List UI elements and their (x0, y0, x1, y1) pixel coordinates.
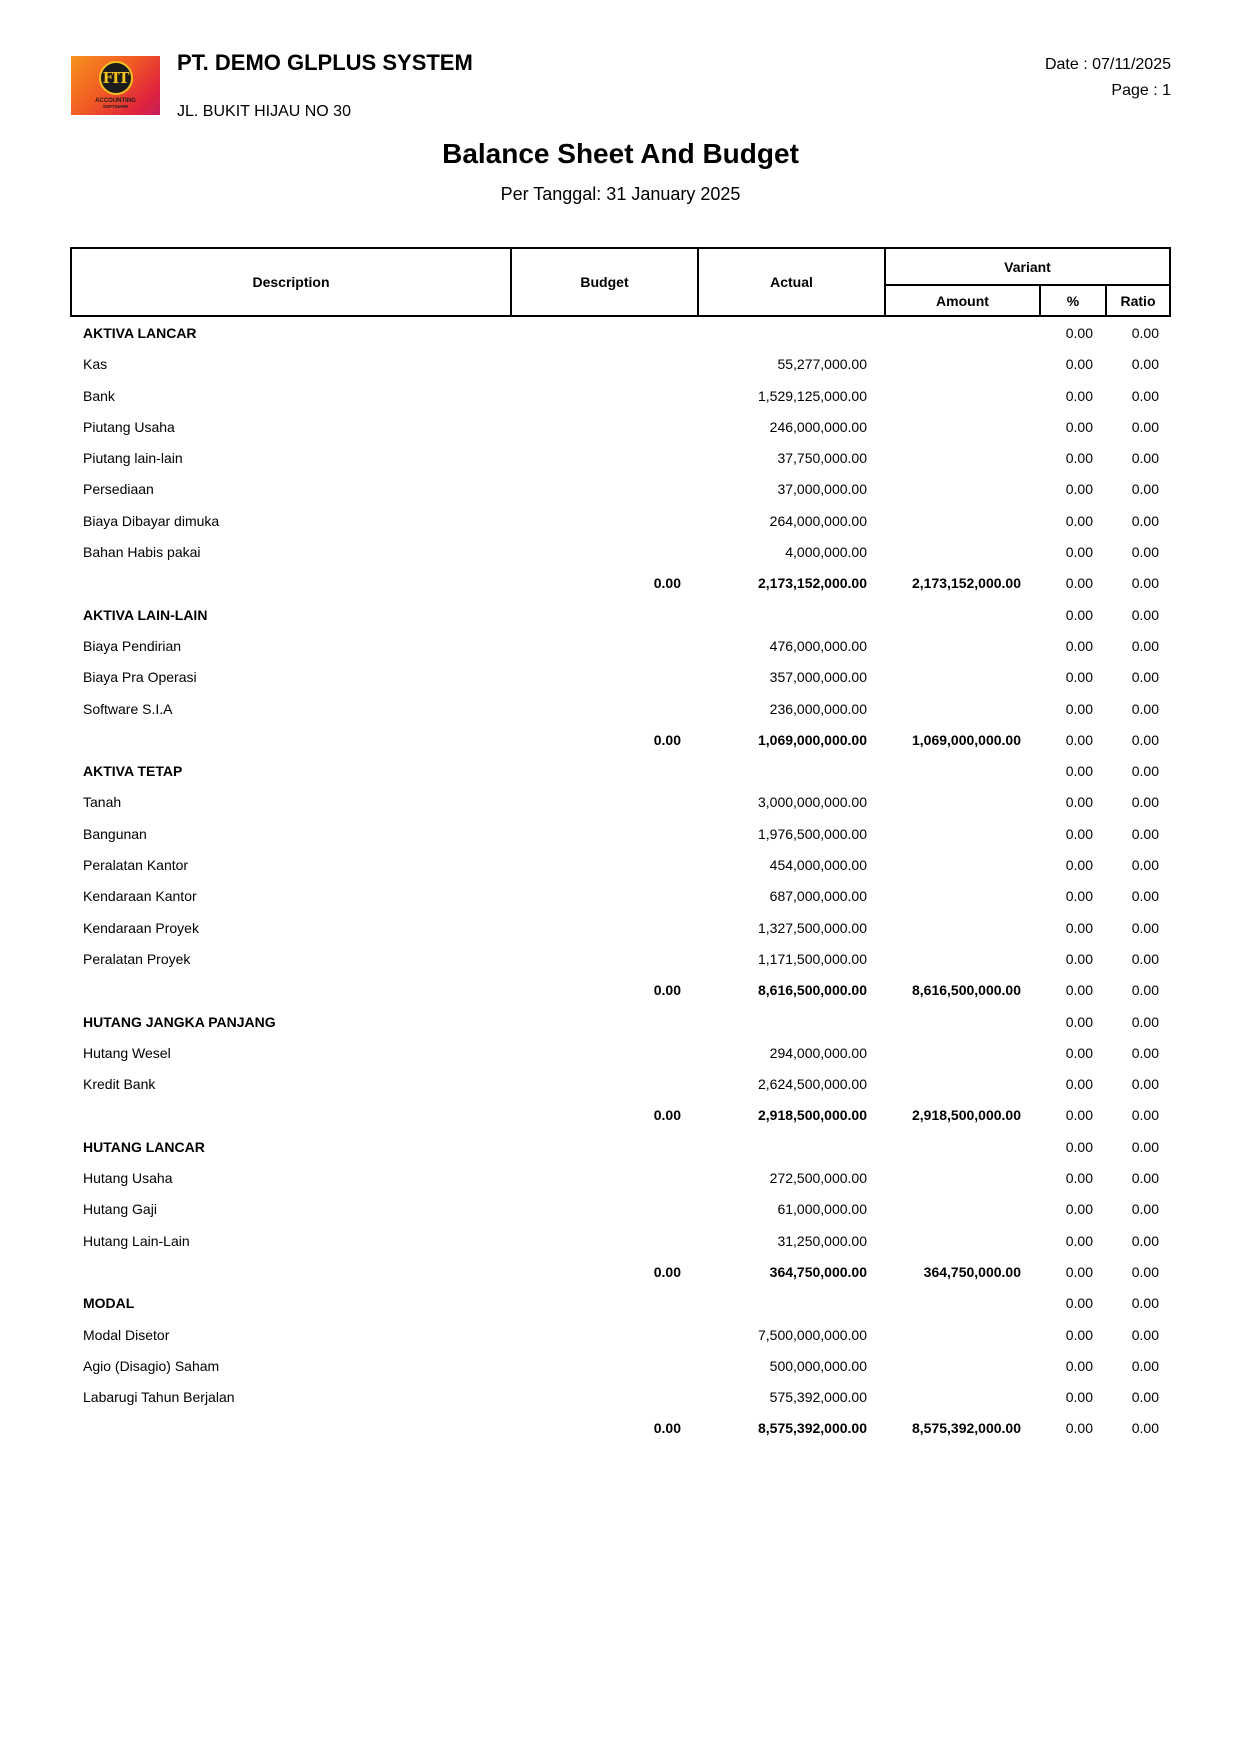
cell-variant-percent: 0.00 (1065, 356, 1093, 373)
cell-variant-percent: 0.00 (1065, 1295, 1093, 1312)
report-title: Balance Sheet And Budget (442, 138, 799, 169)
section-header-row (70, 1006, 1171, 1037)
cell-variant-ratio: 0.00 (1131, 950, 1159, 967)
cell-variant-ratio: 0.00 (1131, 982, 1159, 999)
cell-variant-ratio: 0.00 (1131, 919, 1159, 936)
cell-variant-ratio: 0.00 (1131, 1201, 1159, 1218)
section-total-row (70, 974, 1171, 1005)
cell-actual: 1,976,500,000.00 (758, 825, 867, 842)
cell-variant-percent: 0.00 (1065, 1044, 1093, 1061)
cell-variant-percent: 0.00 (1065, 857, 1093, 874)
cell-variant-percent: 0.00 (1065, 544, 1093, 561)
cell-variant-percent: 0.00 (1065, 950, 1093, 967)
cell-variant-percent: 0.00 (1065, 1326, 1093, 1343)
section-header-row (70, 1287, 1171, 1318)
cell-actual: 1,529,125,000.00 (758, 387, 867, 404)
cell-variant-percent: 0.00 (1065, 825, 1093, 842)
cell-description: Biaya Pendirian (83, 637, 182, 654)
cell-actual: 246,000,000.00 (769, 418, 867, 435)
cell-variant-percent: 0.00 (1065, 1138, 1093, 1155)
cell-variant-ratio: 0.00 (1131, 450, 1159, 467)
cell-variant-ratio: 0.00 (1131, 575, 1159, 592)
cell-actual: 4,000,000.00 (785, 544, 867, 561)
company-name: PT. DEMO GLPLUS SYSTEM (177, 50, 473, 75)
cell-actual: 357,000,000.00 (769, 669, 867, 686)
table-row (70, 348, 1171, 379)
column-header-amount: Amount (936, 292, 989, 309)
cell-variant-ratio: 0.00 (1131, 857, 1159, 874)
report-date: Date : 07/11/2025 (1044, 56, 1171, 73)
table-row (70, 380, 1171, 411)
cell-variant-percent: 0.00 (1065, 982, 1093, 999)
cell-description: Tanah (83, 794, 122, 811)
column-header-percent: % (1066, 292, 1080, 309)
cell-variant-percent: 0.00 (1065, 575, 1093, 592)
cell-variant-amount: 2,173,152,000.00 (912, 575, 1021, 592)
cell-actual: 236,000,000.00 (769, 700, 867, 717)
cell-variant-percent: 0.00 (1065, 325, 1093, 341)
section-header-row (70, 317, 1171, 348)
cell-description: Kredit Bank (83, 1076, 156, 1093)
cell-variant-ratio: 0.00 (1131, 1013, 1159, 1030)
cell-variant-percent: 0.00 (1065, 700, 1093, 717)
cell-variant-ratio: 0.00 (1131, 1357, 1159, 1374)
cell-variant-ratio: 0.00 (1131, 731, 1159, 748)
cell-description: Biaya Pra Operasi (83, 669, 197, 686)
cell-description: Bangunan (83, 825, 147, 842)
section-total-row (70, 567, 1171, 598)
table-row (70, 630, 1171, 661)
cell-description: Modal Disetor (83, 1326, 170, 1343)
cell-variant-ratio: 0.00 (1131, 356, 1159, 373)
cell-actual: 476,000,000.00 (769, 637, 867, 654)
table-row (70, 849, 1171, 880)
cell-variant-ratio: 0.00 (1131, 1420, 1159, 1437)
cell-description: HUTANG LANCAR (83, 1138, 205, 1155)
cell-variant-ratio: 0.00 (1131, 1107, 1159, 1124)
cell-actual: 1,327,500,000.00 (758, 919, 867, 936)
column-header-ratio: Ratio (1120, 292, 1156, 309)
cell-variant-amount: 8,575,392,000.00 (912, 1420, 1021, 1437)
table-row (70, 880, 1171, 911)
cell-actual: 454,000,000.00 (769, 857, 867, 874)
table-row (70, 536, 1171, 567)
cell-description: AKTIVA LAIN-LAIN (83, 606, 208, 623)
cell-variant-ratio: 0.00 (1131, 1138, 1159, 1155)
cell-variant-percent: 0.00 (1065, 888, 1093, 905)
cell-description: Labarugi Tahun Berjalan (83, 1389, 235, 1406)
cell-description: Peralatan Proyek (83, 950, 191, 967)
cell-description: Bank (83, 387, 115, 404)
cell-actual: 264,000,000.00 (769, 512, 867, 529)
cell-variant-percent: 0.00 (1065, 1389, 1093, 1406)
table-row (70, 1068, 1171, 1099)
cell-variant-percent: 0.00 (1065, 1420, 1093, 1437)
table-row (70, 1350, 1171, 1381)
cell-variant-ratio: 0.00 (1131, 825, 1159, 842)
cell-variant-ratio: 0.00 (1131, 418, 1159, 435)
table-header (70, 247, 1171, 317)
cell-variant-percent: 0.00 (1065, 512, 1093, 529)
cell-actual: 2,624,500,000.00 (758, 1076, 867, 1093)
cell-description: Bahan Habis pakai (83, 544, 201, 561)
cell-variant-ratio: 0.00 (1131, 325, 1159, 341)
cell-description: Hutang Usaha (83, 1170, 173, 1187)
cell-variant-ratio: 0.00 (1131, 1263, 1159, 1280)
cell-variant-ratio: 0.00 (1131, 1076, 1159, 1093)
logo-text-accounting: ACCOUNTING (95, 98, 136, 104)
cell-actual: 37,000,000.00 (777, 481, 867, 498)
table-body (70, 317, 1171, 1444)
cell-variant-ratio: 0.00 (1131, 1232, 1159, 1249)
cell-variant-percent: 0.00 (1065, 1013, 1093, 1030)
cell-actual: 575,392,000.00 (769, 1389, 867, 1406)
cell-actual: 7,500,000,000.00 (758, 1326, 867, 1343)
cell-description: AKTIVA TETAP (83, 763, 183, 780)
cell-variant-ratio: 0.00 (1131, 606, 1159, 623)
cell-variant-amount: 364,750,000.00 (923, 1263, 1021, 1280)
cell-variant-percent: 0.00 (1065, 731, 1093, 748)
cell-variant-ratio: 0.00 (1131, 481, 1159, 498)
cell-actual: 61,000,000.00 (777, 1201, 867, 1218)
cell-description: Piutang Usaha (83, 418, 175, 435)
cell-actual: 272,500,000.00 (769, 1170, 867, 1187)
cell-variant-percent: 0.00 (1065, 606, 1093, 623)
cell-variant-percent: 0.00 (1065, 1263, 1093, 1280)
table-row (70, 943, 1171, 974)
cell-variant-amount: 2,918,500,000.00 (912, 1107, 1021, 1124)
cell-actual: 364,750,000.00 (769, 1263, 867, 1280)
cell-variant-ratio: 0.00 (1131, 1389, 1159, 1406)
cell-variant-ratio: 0.00 (1131, 637, 1159, 654)
table-row (70, 1162, 1171, 1193)
cell-description: Piutang lain-lain (83, 450, 183, 467)
cell-description: Hutang Gaji (83, 1201, 157, 1218)
cell-description: Kas (83, 356, 108, 373)
section-total-row (70, 724, 1171, 755)
section-header-row (70, 755, 1171, 786)
cell-actual: 31,250,000.00 (777, 1232, 867, 1249)
cell-actual: 687,000,000.00 (769, 888, 867, 905)
cell-variant-percent: 0.00 (1065, 450, 1093, 467)
cell-variant-amount: 1,069,000,000.00 (912, 731, 1021, 748)
cell-variant-percent: 0.00 (1065, 794, 1093, 811)
cell-variant-percent: 0.00 (1065, 1357, 1093, 1374)
table-row (70, 661, 1171, 692)
cell-description: Persediaan (83, 481, 154, 498)
cell-budget: 0.00 (653, 731, 681, 748)
logo-mark: FIT (99, 61, 133, 95)
cell-variant-ratio: 0.00 (1131, 700, 1159, 717)
cell-budget: 0.00 (653, 1263, 681, 1280)
table-row (70, 1037, 1171, 1068)
section-total-row (70, 1099, 1171, 1130)
cell-actual: 2,918,500,000.00 (758, 1107, 867, 1124)
cell-budget: 0.00 (653, 982, 681, 999)
cell-actual: 1,069,000,000.00 (758, 731, 867, 748)
cell-variant-percent: 0.00 (1065, 637, 1093, 654)
cell-variant-ratio: 0.00 (1131, 888, 1159, 905)
cell-actual: 3,000,000,000.00 (758, 794, 867, 811)
cell-variant-percent: 0.00 (1065, 1170, 1093, 1187)
cell-budget: 0.00 (653, 1107, 681, 1124)
cell-description: Hutang Wesel (83, 1044, 171, 1061)
cell-description: Kendaraan Proyek (83, 919, 199, 936)
table-row (70, 1193, 1171, 1224)
cell-variant-percent: 0.00 (1065, 1107, 1093, 1124)
table-row (70, 473, 1171, 504)
cell-description: MODAL (83, 1295, 135, 1312)
cell-actual: 37,750,000.00 (777, 450, 867, 467)
report-subtitle: Per Tanggal: 31 January 2025 (500, 184, 741, 204)
cell-budget: 0.00 (653, 575, 681, 592)
cell-description: Software S.I.A (83, 700, 173, 717)
cell-variant-ratio: 0.00 (1131, 1326, 1159, 1343)
cell-variant-ratio: 0.00 (1131, 1295, 1159, 1312)
cell-variant-amount: 8,616,500,000.00 (912, 982, 1021, 999)
company-logo (71, 56, 160, 115)
cell-actual: 500,000,000.00 (769, 1357, 867, 1374)
cell-variant-percent: 0.00 (1065, 919, 1093, 936)
table-row (70, 442, 1171, 473)
column-header-description: Description (252, 274, 330, 290)
cell-variant-percent: 0.00 (1065, 481, 1093, 498)
cell-variant-ratio: 0.00 (1131, 763, 1159, 780)
cell-description: HUTANG JANGKA PANJANG (83, 1013, 276, 1030)
column-header-actual: Actual (770, 274, 813, 290)
cell-description: Peralatan Kantor (83, 857, 189, 874)
table-row (70, 505, 1171, 536)
cell-actual: 8,575,392,000.00 (758, 1420, 867, 1437)
logo-text-software: SOFTWARE (102, 104, 129, 109)
cell-actual: 2,173,152,000.00 (758, 575, 867, 592)
section-header-row (70, 599, 1171, 630)
cell-variant-ratio: 0.00 (1131, 544, 1159, 561)
cell-variant-ratio: 0.00 (1131, 387, 1159, 404)
table-row (70, 693, 1171, 724)
column-header-budget: Budget (580, 274, 629, 290)
cell-description: AKTIVA LANCAR (83, 325, 197, 341)
section-header-row (70, 1131, 1171, 1162)
table-row (70, 1319, 1171, 1350)
table-row (70, 786, 1171, 817)
cell-variant-percent: 0.00 (1065, 387, 1093, 404)
company-address: JL. BUKIT HIJAU NO 30 (177, 103, 351, 120)
column-header-variant: Variant (1004, 258, 1051, 275)
section-total-row (70, 1256, 1171, 1287)
table-row (70, 818, 1171, 849)
cell-variant-percent: 0.00 (1065, 1232, 1093, 1249)
table-row (70, 411, 1171, 442)
cell-variant-percent: 0.00 (1065, 418, 1093, 435)
cell-actual: 55,277,000.00 (777, 356, 867, 373)
cell-variant-percent: 0.00 (1065, 1076, 1093, 1093)
cell-variant-percent: 0.00 (1065, 669, 1093, 686)
cell-variant-percent: 0.00 (1065, 1201, 1093, 1218)
cell-description: Biaya Dibayar dimuka (83, 512, 220, 529)
table-row (70, 912, 1171, 943)
cell-variant-percent: 0.00 (1065, 763, 1093, 780)
page-number: Page : 1 (1111, 82, 1171, 99)
cell-description: Agio (Disagio) Saham (83, 1357, 220, 1374)
cell-actual: 8,616,500,000.00 (758, 982, 867, 999)
cell-budget: 0.00 (653, 1420, 681, 1437)
cell-actual: 1,171,500,000.00 (758, 950, 867, 967)
section-total-row (70, 1412, 1171, 1443)
cell-description: Hutang Lain-Lain (83, 1232, 190, 1249)
cell-description: Kendaraan Kantor (83, 888, 197, 905)
table-row (70, 1225, 1171, 1256)
cell-variant-ratio: 0.00 (1131, 1044, 1159, 1061)
table-row (70, 1381, 1171, 1412)
cell-variant-ratio: 0.00 (1131, 512, 1159, 529)
cell-actual: 294,000,000.00 (769, 1044, 867, 1061)
cell-variant-ratio: 0.00 (1131, 794, 1159, 811)
cell-variant-ratio: 0.00 (1131, 669, 1159, 686)
cell-variant-ratio: 0.00 (1131, 1170, 1159, 1187)
